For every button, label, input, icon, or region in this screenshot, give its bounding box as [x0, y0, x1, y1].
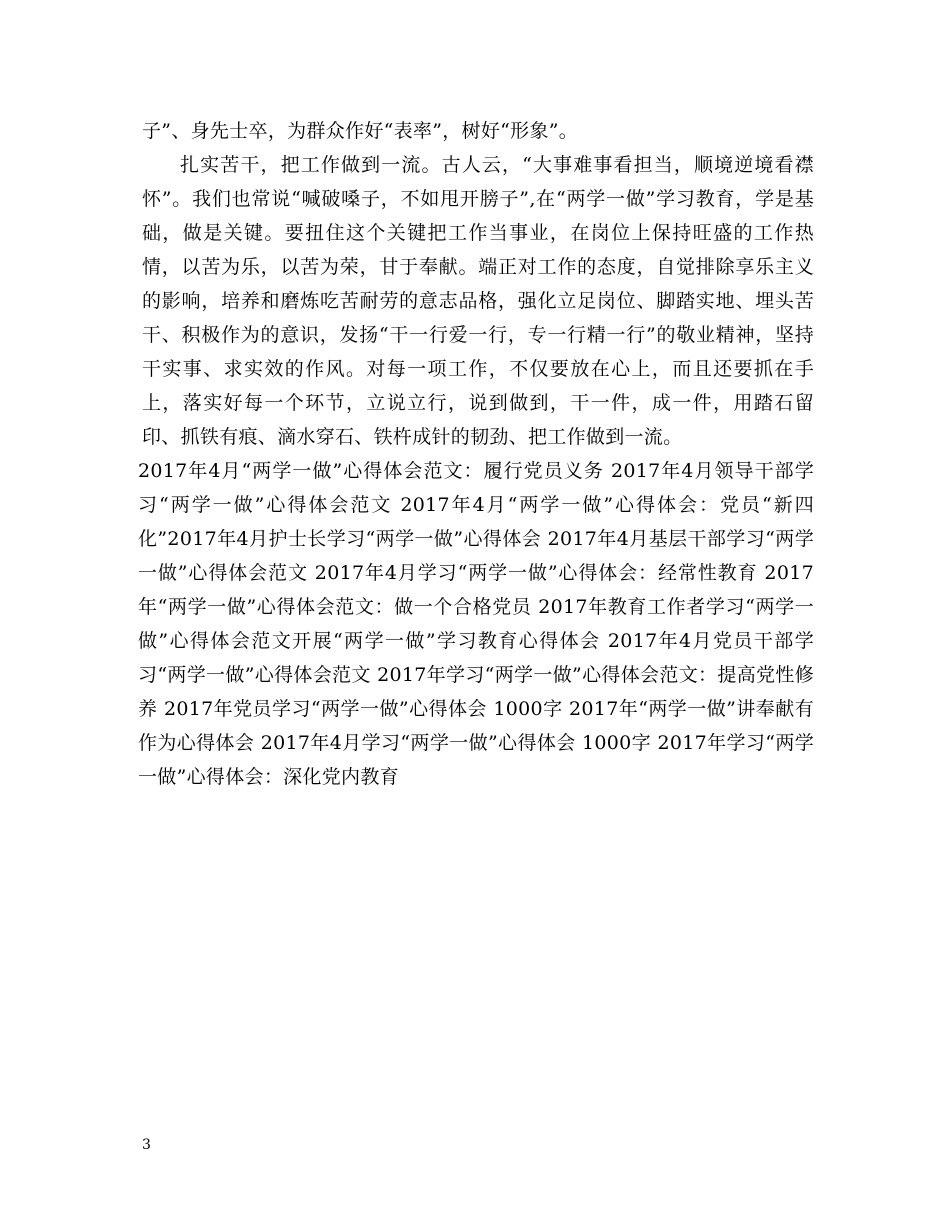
related-articles-list: 2017年4月“两学一做”心得体会范文：履行党员义务 2017年4月领导干部学习“两学一做”心得体会范文 2017年4月“两学一做”心得体会：党员“新四化”2017年4月护士长学习“两学一做”心得体会 2017年4月基层干部学习“两学一做”心得体会范文 2017年4月学习“两学一做”心得体会：经常性教育 2017年“两学一做”心得体会范文：做一个合格党员 2017年教育工作者学习“两学一做”心得体会范文开展“两学一做”学习教育心得体会 2017年4月党员干部学习“两学一做”心得体会范文 2017年学习“两学一做”心得体会范文：提高党性修养 2017年党员学习“两学一做”心得体会 1000字 2017年“两学一做”讲奉献有作为心得体会 2017年4月学习“两学一做”心得体会 1000字 2017年学习“两学一做”心得体会：深化党内教育	[138, 460, 814, 788]
document-body	[138, 114, 814, 794]
paragraph-continuation: 子”、身先士卒，为群众作好“表率”，树好“形象”。	[142, 120, 579, 142]
page-number: 3	[142, 1137, 151, 1153]
paragraph-hard-work: 扎实苦干，把工作做到一流。古人云，“大事难事看担当，顺境逆境看襟怀”。我们也常说“喊破嗓子，不如甩开膀子”,在“两学一做”学习教育，学是基础，做是关键。要扭住这个关键把工作当事业，在岗位上保持旺盛的工作热情，以苦为乐，以苦为荣，甘于奉献。端正对工作的态度，自觉排除享乐主义的影响，培养和磨炼吃苦耐劳的意志品格，强化立足岗位、脚踏实地、埋头苦干、积极作为的意识，发扬“干一行爱一行，专一行精一行”的敬业精神，坚持干实事、求实效的作风。对每一项工作，不仅要放在心上，而且还要抓在手上，落实好每一个环节，立说立行，说到做到，干一件，成一件，用踏石留印、抓铁有痕、滴水穿石、铁杵成针的韧劲、把工作做到一流。	[142, 154, 814, 448]
